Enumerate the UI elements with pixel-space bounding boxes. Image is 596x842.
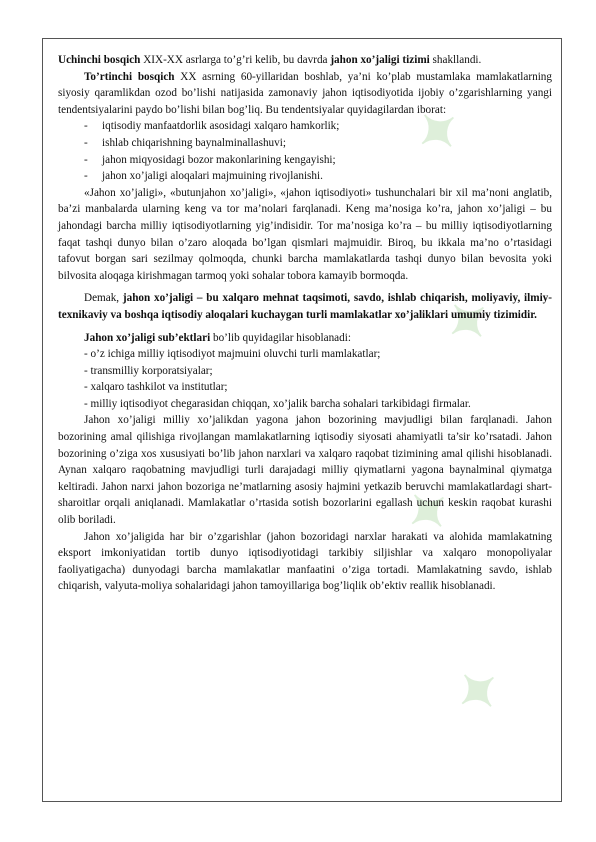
paragraph-definitions: «Jahon xo’jaligi», «butunjahon xo’jaligi», «jahon iqtisodiyoti» tushunchalari bir xil ma’noni anglatib, ba’zi manbalarda ularning keng va tor ma’nolari farqlanadi. Keng ma’nosiga ko’ra, jahon xo’jaligi – bu jahondagi barcha milliy iqtisodiyotlarning yig’indisidir. Tor ma’nosiga ko’ra – bu milliy iqtisodiyotlarning faqat tashqi dunyo bilan o’zaro aloqada bo’lgan qismlari majmuidir. Biroq, bu ikkala ma’no o’rtasidagi tafovut borgan sari sezilmay qolmoqda, chunki barcha mamlakatlarda tashqi dunyo bilan bevosita yoki bilvosita aloqaga kirishmagan tarmoq yoki sohalar tobora kamayib bormoqda.: [58, 186, 552, 282]
paragraph-subjects-heading: Jahon xo’jaligi sub’ektlari bo’lib quyidagilar hisoblanadi:: [84, 331, 351, 344]
paragraph-fourth-stage: To’rtinchi bosqich XX asrning 60-yillaridan boshlab, ya’ni ko’plab mustamlaka mamlakatlarning siyosiy qaramlikdan ozod bo’lishi natijasida zamonaviy jahon iqtisodiyotida ijobiy o’zgarishlarning yangi tendentsiyalarini paydo bo’lishi bilan bog’liq. Bu tendentsiyalar quyidagilardan iborat:: [58, 70, 552, 116]
list-item: - o’z ichiga milliy iqtisodiyot majmuini oluvchi turli mamlakatlar;: [84, 348, 381, 361]
list-item: - transmilliy korporatsiyalar;: [84, 364, 213, 377]
list-item: - jahon miqyosidagi bozor makonlarining kengayishi;: [84, 153, 336, 166]
paragraph-world-market: Jahon xo’jaligi milliy xo’jalikdan yagona jahon bozorining mavjudligi bilan farqlanadi. Jahon bozorining amal qilishiga rivojlangan mamlakatlarning iqtisodiy siyosati ahamiyatli ta’sir ko’rsatadi. Jahon bozorining o’ziga xos xususiyati bo’lib jahon narxlari va xalqaro raqobat tizimining amal qilishi hisoblanadi. Aynan xalqaro raqobatning mavjudligi turli darajadagi milliy qiymatlarni yagona baynalminal qiymatga keltiradi. Jahon narxi jahon bozoriga ne’matlarning asosiy hajmini yetkazib beruvchi mamlakatlardagi shart-sharoitlar orqali aniqlanadi. Mamlakatlar o’rtasida sotish bozorlarini egallash uchun keskin raqobat kurashi olib boriladi.: [58, 414, 552, 527]
list-item: - jahon xo’jaligi aloqalari majmuining rivojlanishi.: [84, 170, 323, 183]
watermark: ✦ ✦ ✦ ✦: [392, 94, 516, 730]
list-item: - xalqaro tashkilot va institutlar;: [84, 381, 228, 394]
document-body: [58, 52, 552, 595]
paragraph-changes: Jahon xo’jaligida har bir o’zgarishlar (jahon bozoridagi narxlar harakati va alohida mamlakatning eksport imkoniyatidan tortib dunyo iqtisodiyotidagi tarkibiy siljishlar va xalqaro monopoliyalar faoliyatigacha) dunyodagi barcha mamlakatlar manfaatini o’ziga tortadi. Mamlakatning savdo, ishlab chiqarish, valyuta-moliya sohalaridagi jahon tamoyillariga bog’liqlik ob’ektiv reallik hisoblanadi.: [58, 530, 552, 593]
list-item: - ishlab chiqarishning baynalminallashuvi;: [84, 136, 286, 149]
paragraph-third-stage: Uchinchi bosqich XIX-XX asrlarga to’g’ri kelib, bu davrda jahon xo’jaligi tizimi shakllandi.: [58, 54, 482, 66]
list-item: - iqtisodiy manfaatdorlik asosidagi xalqaro hamkorlik;: [84, 120, 340, 133]
paragraph-conclusion: Demak, jahon xo’jaligi – bu xalqaro mehnat taqsimoti, savdo, ishlab chiqarish, moliyaviy, ilmiy-texnikaviy va boshqa iqtisodiy aloqalari kuchaygan turli mamlakatlar xo’jaliklari umumiy tizimidir.: [58, 292, 552, 321]
list-item: - milliy iqtisodiyot chegarasidan chiqqan, xo’jalik barcha sohalari tarkibidagi firmalar.: [84, 397, 471, 410]
